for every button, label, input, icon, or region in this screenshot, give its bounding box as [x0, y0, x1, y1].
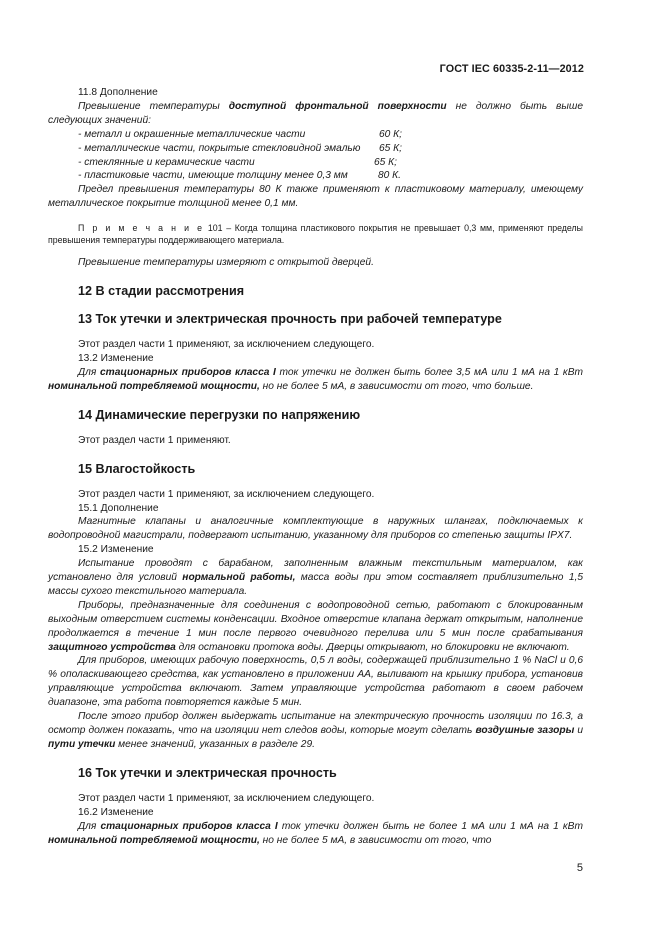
section-16-intro: Этот раздел части 1 применяют, за исключением следующего.	[78, 792, 375, 804]
subclause-11-8-title: 11.8 Дополнение	[78, 87, 158, 98]
temperature-limit-list	[48, 128, 583, 184]
subclause-15-1-text: Магнитные клапаны и аналогичные комплектующие в наружных шлангах, подключаемых к водопроводной магистрали, подвергают испытанию, указанному для приборов со степенью защиты IPX7.	[48, 516, 583, 542]
list-item: - металл и окрашенные металлические части 60 К;	[78, 128, 402, 140]
subclause-15-2-para-4: После этого прибор должен выдержать испытание на электрическую прочность изоляции по 16.3, а осмотр должен показать, что на изоляции нет следов воды, которые могут сделать воздушные зазоры и пути утечки менее значений, указанных в разделе 29.	[48, 711, 583, 750]
measurement-paragraph: Превышение температуры измеряют с открытой дверцей.	[78, 257, 374, 269]
subclause-16-2-title: 16.2 Изменение	[78, 806, 154, 818]
page-body	[48, 86, 583, 847]
subclause-15-2-para-1: Испытание проводят с барабаном, заполненным влажным текстильным материалом, как установлено для условий нормальной работы, масса воды при этом составляет приблизительно 1,5 массы сухого текстильного материала.	[48, 558, 583, 597]
subclause-16-2-text: Для стационарных приборов класса I ток утечки должен быть не более 1 мА или 1 мА на 1 кВт номинальной потребляемой мощности, но не более 5 мА, в зависимости от того, что	[48, 820, 583, 846]
subclause-15-2-para-3: Для приборов, имеющих рабочую поверхность, 0,5 л воды, содержащей приблизительно 1 % NaCl и 0,6 % ополаскивающего средства, как установлено в приложении АА, выливают на крышку прибора, установив управляющие устройства включают. Затем управляющие устройства работают в своем рабочем диапазоне, эта работа повторяется каждые 5 мин.	[48, 655, 583, 709]
subclause-15-2-title: 15.2 Изменение	[78, 544, 154, 556]
limit-paragraph: Предел превышения температуры 80 К также применяют к пластиковому материалу, имеющему металлическое покрытие толщиной менее 0,1 мм.	[48, 184, 583, 210]
note-101: П р и м е ч а н и е 101 – Когда толщина пластикового покрытия не превышает 0,3 мм, применяют пределы превышения температуры поддерживающего материала.	[48, 223, 583, 246]
subclause-15-2-para-2: Приборы, предназначенные для соединения с водопроводной сетью, работают с блокированным выходным отверстием системы конденсации. Входное отверстие клапана держат открытым, наполнение продолжается в течение 1 мин после первого очевидного перелива или 5 мин после срабатывания защитного устройства для остановки протока воды. Дверцы открывают, но блокировки не включают.	[48, 599, 583, 653]
section-14-heading: 14 Динамические перегрузки по напряжению	[78, 407, 361, 422]
section-14-text: Этот раздел части 1 применяют.	[78, 434, 231, 446]
list-item: - металлические части, покрытые стекловидной эмалью 65 К;	[78, 142, 402, 154]
subclause-13-2-title: 13.2 Изменение	[78, 352, 154, 364]
subclause-13-2-text: Для стационарных приборов класса I ток утечки не должен быть более 3,5 мА или 1 мА на 1 кВт номинальной потребляемой мощности, но не более 5 мА, в зависимости от того, что больше.	[48, 366, 583, 392]
section-16-heading: 16 Ток утечки и электрическая прочность	[78, 765, 337, 780]
page-number: 5	[576, 862, 583, 874]
subclause-11-8-intro: Превышение температуры доступной фронтальной поверхности не должно быть выше следующих значений:	[48, 100, 583, 126]
section-15-intro: Этот раздел части 1 применяют, за исключением следующего.	[78, 488, 375, 500]
subclause-15-1-title: 15.1 Дополнение	[78, 502, 159, 514]
list-item: - пластиковые части, имеющие толщину менее 0,3 мм 80 К.	[78, 170, 401, 182]
section-13-intro: Этот раздел части 1 применяют, за исключением следующего.	[78, 339, 375, 351]
section-12-heading: 12 В стадии рассмотрения	[78, 284, 245, 299]
section-13-heading: 13 Ток утечки и электрическая прочность при рабочей температуре	[78, 312, 502, 327]
list-item: - стеклянные и керамические части 65 К;	[78, 156, 397, 168]
document-code: ГОСТ IEC 60335-2-11—2012	[439, 63, 584, 75]
section-15-heading: 15 Влагостойкость	[78, 461, 196, 476]
